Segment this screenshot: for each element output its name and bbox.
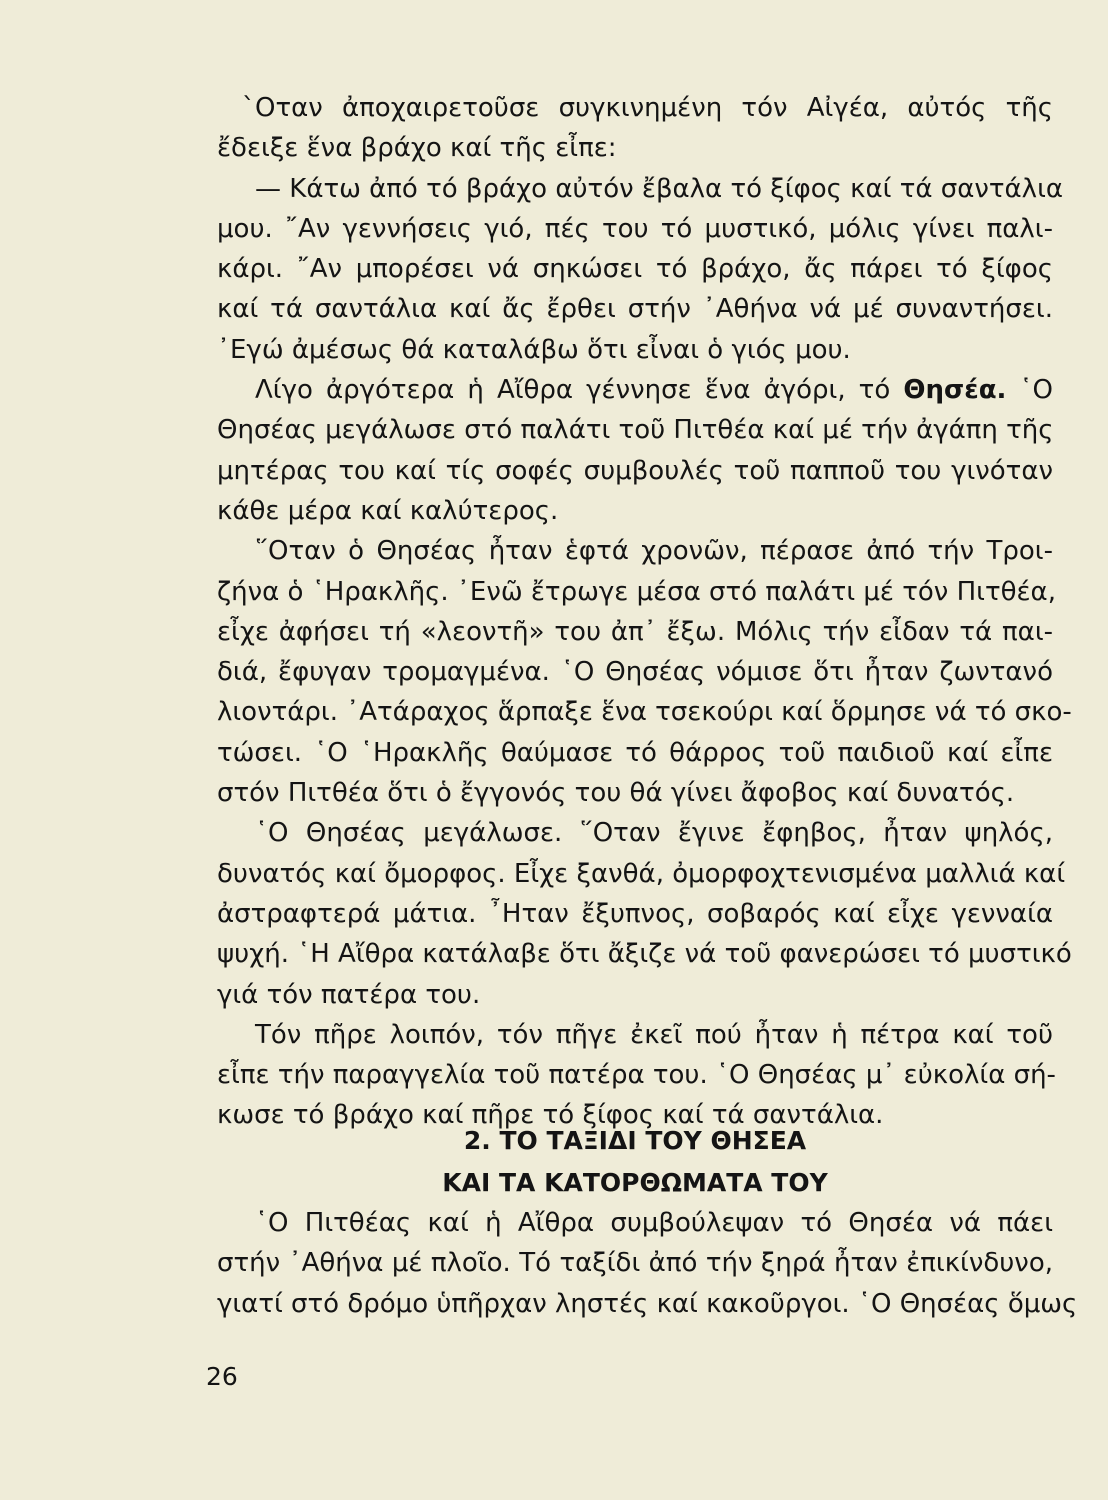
text-line: κωσε τό βράχο καί πῆρε τό ξίφος καί τά σαντάλια.: [217, 1100, 884, 1131]
text-line: ἀστραφτερά μάτια. ῏Ηταν ἔξυπνος, σοβαρός καί εἶχε γενναία: [217, 898, 1053, 929]
text-line: στήν ᾿Αθήνα μέ πλοῖο. Τό ταξίδι ἀπό τήν ξηρά ἦταν ἐπικίνδυνο,: [217, 1248, 1053, 1279]
text-run: ῾Ο: [1019, 375, 1054, 406]
body-text-top: [217, 88, 1072, 1136]
text-line: Θησέας μεγάλωσε στό παλάτι τοῦ Πιτθέα καί μέ τήν ἀγάπη τῆς: [217, 415, 1054, 446]
text-line: μου. ῎Αν γεννήσεις γιό, πές του τό μυστικό, μόλις γίνει παλι-: [217, 213, 1053, 244]
text-line: κάρι. ῎Αν μπορέσει νά σηκώσει τό βράχο, ἄς πάρει τό ξίφος: [217, 254, 1053, 285]
text-line: Τόν πῆρε λοιπόν, τόν πῆγε ἐκεῖ πού ἦταν ἡ πέτρα καί τοῦ: [255, 1019, 1053, 1050]
text-line: δυνατός καί ὄμορφος. Εἶχε ξανθά, ὀμορφοχτενισμένα μαλλιά καί: [217, 858, 1066, 889]
text-line: ῞Οταν ὁ Θησέας ἦταν ἑφτά χρονῶν, πέρασε ἀπό τήν Τροι-: [255, 536, 1053, 567]
text-line: κάθε μέρα καί καλύτερος.: [217, 495, 559, 526]
text-line: ῾Ο Θησέας μεγάλωσε. ῞Οταν ἔγινε ἔφηβος, ἦταν ψηλός,: [255, 818, 1053, 849]
text-line: — Κάτω ἀπό τό βράχο αὐτόν ἔβαλα τό ξίφος καί τά σαντάλια: [255, 173, 1064, 204]
text-line: εἶπε τήν παραγγελία τοῦ πατέρα του. ῾Ο Θησέας μ᾿ εὐκολία σή-: [217, 1060, 1056, 1091]
text-line: μητέρας του καί τίς σοφές συμβουλές τοῦ παπποῦ του γινόταν: [217, 455, 1053, 486]
text-line: τώσει. ῾Ο ῾Ηρακλῆς θαύμασε τό θάρρος τοῦ παιδιοῦ καί εἶπε: [217, 737, 1053, 768]
text-line: γιατί στό δρόμο ὑπῆρχαν ληστές καί κακοῦργοι. ῾Ο Θησέας ὅμως: [217, 1288, 1078, 1319]
page-number: 26: [206, 1362, 238, 1391]
text-run: Λίγο ἀργότερα ἡ Αἴθρα γέννησε ἕνα ἀγόρι, τό: [255, 375, 891, 406]
bold-name-theseus: Θησέα.: [903, 375, 1007, 406]
text-line: ῾Ο Πιτθέας καί ἡ Αἴθρα συμβούλεψαν τό Θησέα νά πάει: [255, 1208, 1053, 1238]
text-line: γιά τόν πατέρα του.: [217, 979, 481, 1010]
text-line: ψυχή. ῾Η Αἴθρα κατάλαβε ὅτι ἄξιζε νά τοῦ φανερώσει τό μυστικό: [217, 939, 1072, 970]
text-line-with-bold: [217, 370, 1053, 410]
text-line: ζήνα ὁ ῾Ηρακλῆς. ᾿Ενῶ ἔτρωγε μέσα στό παλάτι μέ τόν Πιτθέα,: [217, 576, 1056, 607]
section-heading: [217, 1120, 1053, 1204]
text-line: καί τά σαντάλια καί ἄς ἔρθει στήν ᾿Αθήνα νά μέ συναντήσει.: [217, 294, 1053, 325]
text-line: ̀Οταν ἀποχαιρετοῦσε συγκινημένη τόν Αἰγέα, αὐτός τῆς: [255, 93, 1053, 123]
text-line: διά, ἔφυγαν τρομαγμένα. ῾Ο Θησέας νόμισε ὅτι ἦταν ζωντανό: [217, 657, 1053, 688]
body-text-bottom: [217, 1203, 1078, 1324]
section-heading-line-1: 2. ΤΟ ΤΑΞΙΔΙ ΤΟΥ ΘΗΣΕΑ: [463, 1126, 807, 1155]
text-line: εἶχε ἀφήσει τή «λεοντῆ» του ἀπ᾿ ἔξω. Μόλις τήν εἶδαν τά παι-: [217, 616, 1053, 647]
text-line: στόν Πιτθέα ὅτι ὁ ἔγγονός του θά γίνει ἄφοβος καί δυνατός.: [217, 778, 1015, 809]
section-heading-line-2: ΚΑΙ ΤΑ ΚΑΤΟΡΘΩΜΑΤΑ ΤΟΥ: [442, 1168, 828, 1197]
text-line: ἔδειξε ἕνα βράχο καί τῆς εἶπε:: [217, 133, 617, 164]
text-line: λιοντάρι. ᾿Ατάραχος ἅρπαξε ἕνα τσεκούρι καί ὅρμησε νά τό σκο-: [217, 697, 1072, 728]
text-line: ᾿Εγώ ἀμέσως θά καταλάβω ὅτι εἶναι ὁ γιός μου.: [217, 334, 851, 365]
